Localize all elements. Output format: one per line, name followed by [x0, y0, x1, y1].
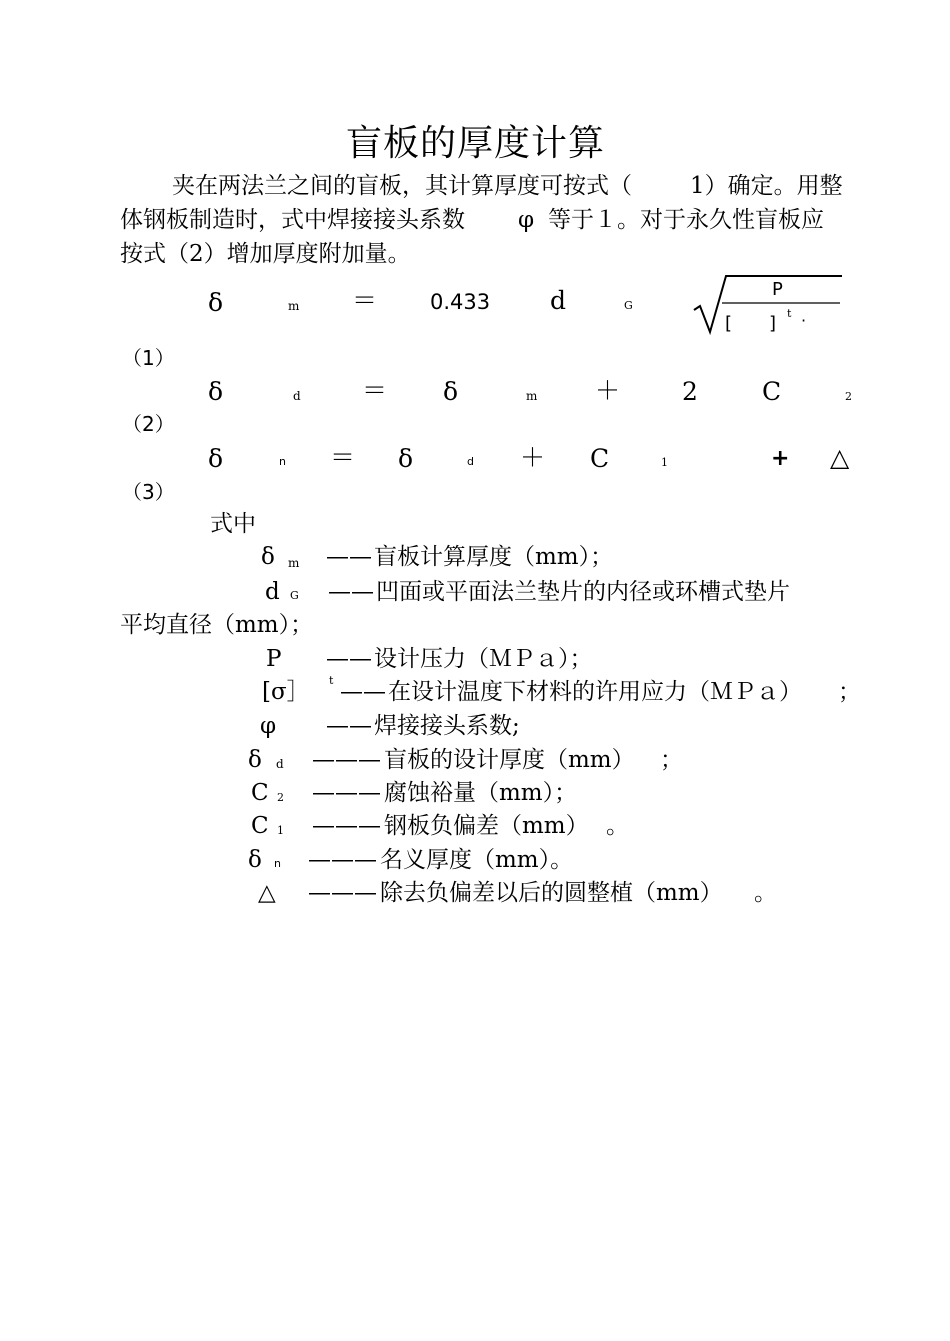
def-dash-2: ——: [326, 646, 372, 672]
def-text-1-cont: 平均直径（mm）；: [120, 612, 314, 638]
f1-numerator: P: [772, 279, 783, 300]
def-text-0: 盲板计算厚度（mm）；: [374, 544, 614, 570]
def-sub-m: m: [288, 556, 300, 570]
intro-line-2a: 体钢板制造时，式中焊接接头系数: [120, 207, 465, 233]
def-text-2: 设计压力（ＭＰａ）；: [374, 646, 593, 672]
def-tail-9: 。: [754, 880, 777, 906]
def-text-4: 焊接接头系数;: [374, 713, 520, 739]
def-tail-5: ；: [660, 747, 683, 773]
f1-sub-g: G: [624, 299, 633, 312]
def-dash-7: ———: [312, 813, 381, 839]
f1-den-close: ]: [769, 313, 777, 334]
f2-delta: δ: [208, 377, 224, 406]
def-sym-delta-n: δ: [248, 847, 262, 873]
def-text-7: 钢板负偏差（mm）: [384, 813, 589, 839]
f3-plus-2: +: [771, 446, 790, 471]
def-dash-8: ———: [308, 847, 377, 873]
f1-d: d: [550, 286, 567, 315]
f1-coefficient: 0.433: [430, 290, 491, 314]
def-text-9: 除去负偏差以后的圆整植（mm）: [380, 880, 723, 906]
def-sub-n: n: [274, 857, 281, 870]
def-sym-delta-m: δ: [261, 544, 275, 570]
f1-equals: ＝: [352, 286, 378, 315]
def-sym-d-g: d: [265, 579, 280, 605]
def-sup-t: t: [329, 674, 334, 687]
f2-sub-d: d: [293, 389, 301, 403]
f3-plus-1: ＋: [520, 443, 546, 472]
def-text-5: 盲板的设计厚度（mm）: [384, 747, 635, 773]
def-tail-7: 。: [606, 813, 629, 839]
def-sym-p: P: [266, 646, 282, 672]
f1-sub-m: m: [288, 299, 300, 313]
def-tail-3: ；: [838, 679, 861, 705]
f2-delta-2: δ: [443, 377, 459, 406]
f3-delta-2: δ: [398, 444, 414, 473]
f3-label: （3）: [122, 480, 175, 504]
def-dash-4: ——: [326, 713, 372, 739]
f3-triangle: △: [830, 443, 850, 472]
def-sym-c1: C: [251, 813, 269, 839]
radical-sign: [692, 272, 844, 338]
intro-phi: φ: [518, 207, 535, 233]
f1-den-open: [: [725, 313, 733, 334]
f2-two: 2: [682, 377, 698, 406]
def-dash-6: ———: [312, 780, 381, 806]
page-title: 盲板的厚度计算: [346, 123, 606, 164]
f3-equals: ＝: [330, 443, 356, 472]
def-sub-d: d: [276, 757, 284, 771]
f2-sub-2: 2: [845, 390, 852, 403]
def-dash-0: ——: [326, 544, 372, 570]
f1-den-t: t: [787, 307, 792, 320]
def-text-3: 在设计温度下材料的许用应力（ＭＰａ）: [388, 679, 802, 705]
where-label: 式中: [210, 511, 256, 537]
def-dash-1: ——: [328, 579, 374, 605]
def-text-8: 名义厚度（mm）。: [380, 847, 574, 873]
def-sym-phi: φ: [260, 713, 277, 739]
f3-c: C: [590, 444, 610, 473]
f2-equals: ＝: [362, 376, 388, 405]
f3-delta: δ: [208, 444, 224, 473]
def-dash-9: ———: [308, 880, 377, 906]
def-sym-sigma: [σ］: [262, 679, 310, 705]
f3-sub-d: d: [467, 455, 474, 468]
f2-label: （2）: [122, 412, 175, 436]
f2-plus: ＋: [595, 376, 621, 405]
def-sym-triangle: △: [258, 880, 276, 906]
def-dash-5: ———: [312, 747, 381, 773]
def-sub-g: G: [290, 589, 299, 602]
f2-sub-m: m: [526, 389, 538, 403]
intro-line-2b: 等于１。对于永久性盲板应: [548, 207, 824, 233]
f1-den-dot: ·: [801, 311, 807, 330]
f3-sub-n: n: [279, 455, 286, 468]
def-text-6: 腐蚀裕量（mm）；: [384, 780, 578, 806]
f1-delta: δ: [208, 288, 224, 317]
f2-c: C: [762, 377, 782, 406]
f1-label: （1）: [122, 346, 175, 370]
def-sub-2: 2: [277, 791, 284, 804]
intro-line-3: 按式（2）增加厚度附加量。: [120, 241, 411, 267]
f3-sub-1: 1: [661, 456, 668, 469]
def-sym-c2: C: [251, 780, 269, 806]
def-sub-1: 1: [277, 824, 284, 837]
def-sym-delta-d: δ: [248, 747, 262, 773]
def-dash-3: ——: [340, 679, 386, 705]
def-text-1: 凹面或平面法兰垫片的内径或环槽式垫片: [376, 579, 790, 605]
intro-line-1b: 1）确定。用整: [690, 173, 843, 199]
intro-line-1a: 夹在两法兰之间的盲板，其计算厚度可按式（: [172, 173, 632, 199]
